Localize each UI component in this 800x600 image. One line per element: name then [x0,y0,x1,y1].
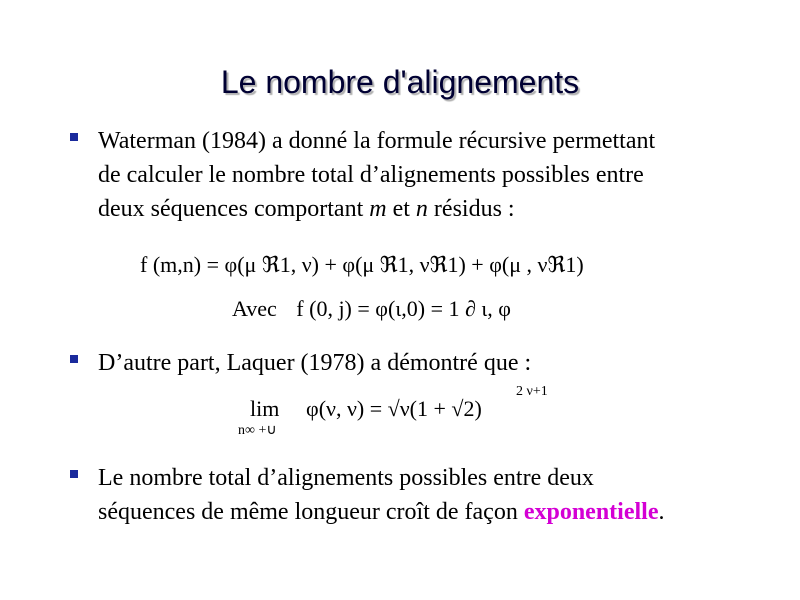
text-line: Waterman (1984) a donné la formule récursive permettant [98,128,656,154]
formula-recursion: f (m,n) = φ(μ ℜ1, ν) + φ(μ ℜ1, νℜ1) + φ(μ , νℜ1) [140,252,584,277]
formula-lim-subscript: n∞ +∪ [238,423,277,438]
avec-label: Avec [232,296,277,321]
formula-lim-label: lim [250,396,280,421]
text-span: résidus : [427,196,515,222]
formula-lim-exponent: 2 ν+1 [516,384,548,399]
formula-base-case [232,296,511,322]
bullet-text-laquer: D’autre part, Laquer (1978) a démontré que : [98,350,532,376]
base-case-expr: f (0, j) = φ(ι,0) = 1 ∂ ι, φ [296,296,511,321]
bullet-text-waterman [98,124,758,226]
bullet-text-conclusion [98,461,758,529]
text-span: deux séquences comportant [98,196,370,222]
text-span: . [658,499,665,525]
var-m: m [369,196,387,222]
bullet-marker [70,470,78,478]
var-n: n [415,196,428,222]
text-line: Le nombre total d’alignements possibles entre deux [98,465,594,491]
text-line [98,495,758,529]
text-span: et [386,196,416,222]
bullet-marker [70,355,78,363]
text-line: de calculer le nombre total d’alignements possibles entre [98,162,644,188]
slide-title: Le nombre d'alignements [220,64,580,100]
highlight-exponentielle: exponentielle [523,499,659,525]
bullet-marker [70,133,78,141]
formula-lim-expr: φ(ν, ν) = √ν(1 + √2) [306,396,482,421]
text-line [98,192,758,226]
text-span: séquences de même longueur croît de façon [98,499,524,525]
